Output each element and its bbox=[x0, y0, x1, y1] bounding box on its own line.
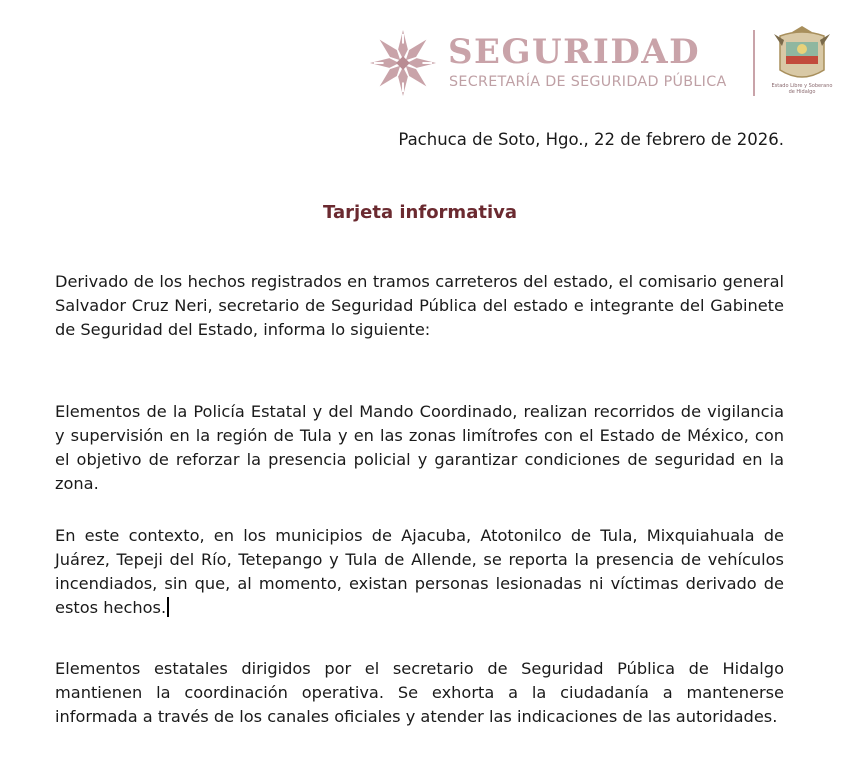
paragraph-1: Derivado de los hechos registrados en tramos carreteros del estado, el comisario general Salvador Cruz Neri, secretario de Seguridad Pública del estado e integrante del Gabinete de Seguridad del Estado, informa lo siguiente: bbox=[55, 272, 784, 339]
letterhead bbox=[360, 26, 840, 102]
paragraph-3 bbox=[55, 524, 784, 620]
brand-subtitle: SECRETARÍA DE SEGURIDAD PÚBLICA bbox=[449, 74, 727, 90]
paragraph-4: Elementos estatales dirigidos por el secretario de Seguridad Pública de Hidalgo mantienen la coordinación operativa. Se exhorta a la ciudadanía a mantenerse informada a través de los canales oficiales y atender las indicaciones de las autoridades. bbox=[55, 659, 784, 726]
paragraph-2: Elementos de la Policía Estatal y del Mando Coordinado, realizan recorridos de vigilancia y supervisión en la región de Tula y en las zonas limítrofes con el Estado de México, con el objetivo de reforzar la presencia policial y garantizar condiciones de seguridad en la zona. bbox=[55, 402, 784, 493]
text-cursor bbox=[167, 597, 169, 617]
document-date: Pachuca de Soto, Hgo., 22 de febrero de 2026. bbox=[398, 130, 784, 149]
seal-caption: Estado Libre y Soberano de Hidalgo bbox=[771, 83, 833, 95]
flower-logo-icon bbox=[368, 28, 438, 98]
document-title: Tarjeta informativa bbox=[323, 202, 517, 223]
paragraph-3-text: En este contexto, en los municipios de Ajacuba, Atotonilco de Tula, Mixquiahuala de Juárez, Tepeji del Río, Tetepango y Tula de Allende, se reporta la presencia de vehículos incendiados, sin que, al momento, existan personas lesionadas ni víctimas derivado de estos hechos. bbox=[55, 526, 784, 617]
brand-title: SEGURIDAD bbox=[448, 32, 701, 72]
header-divider bbox=[753, 30, 755, 96]
